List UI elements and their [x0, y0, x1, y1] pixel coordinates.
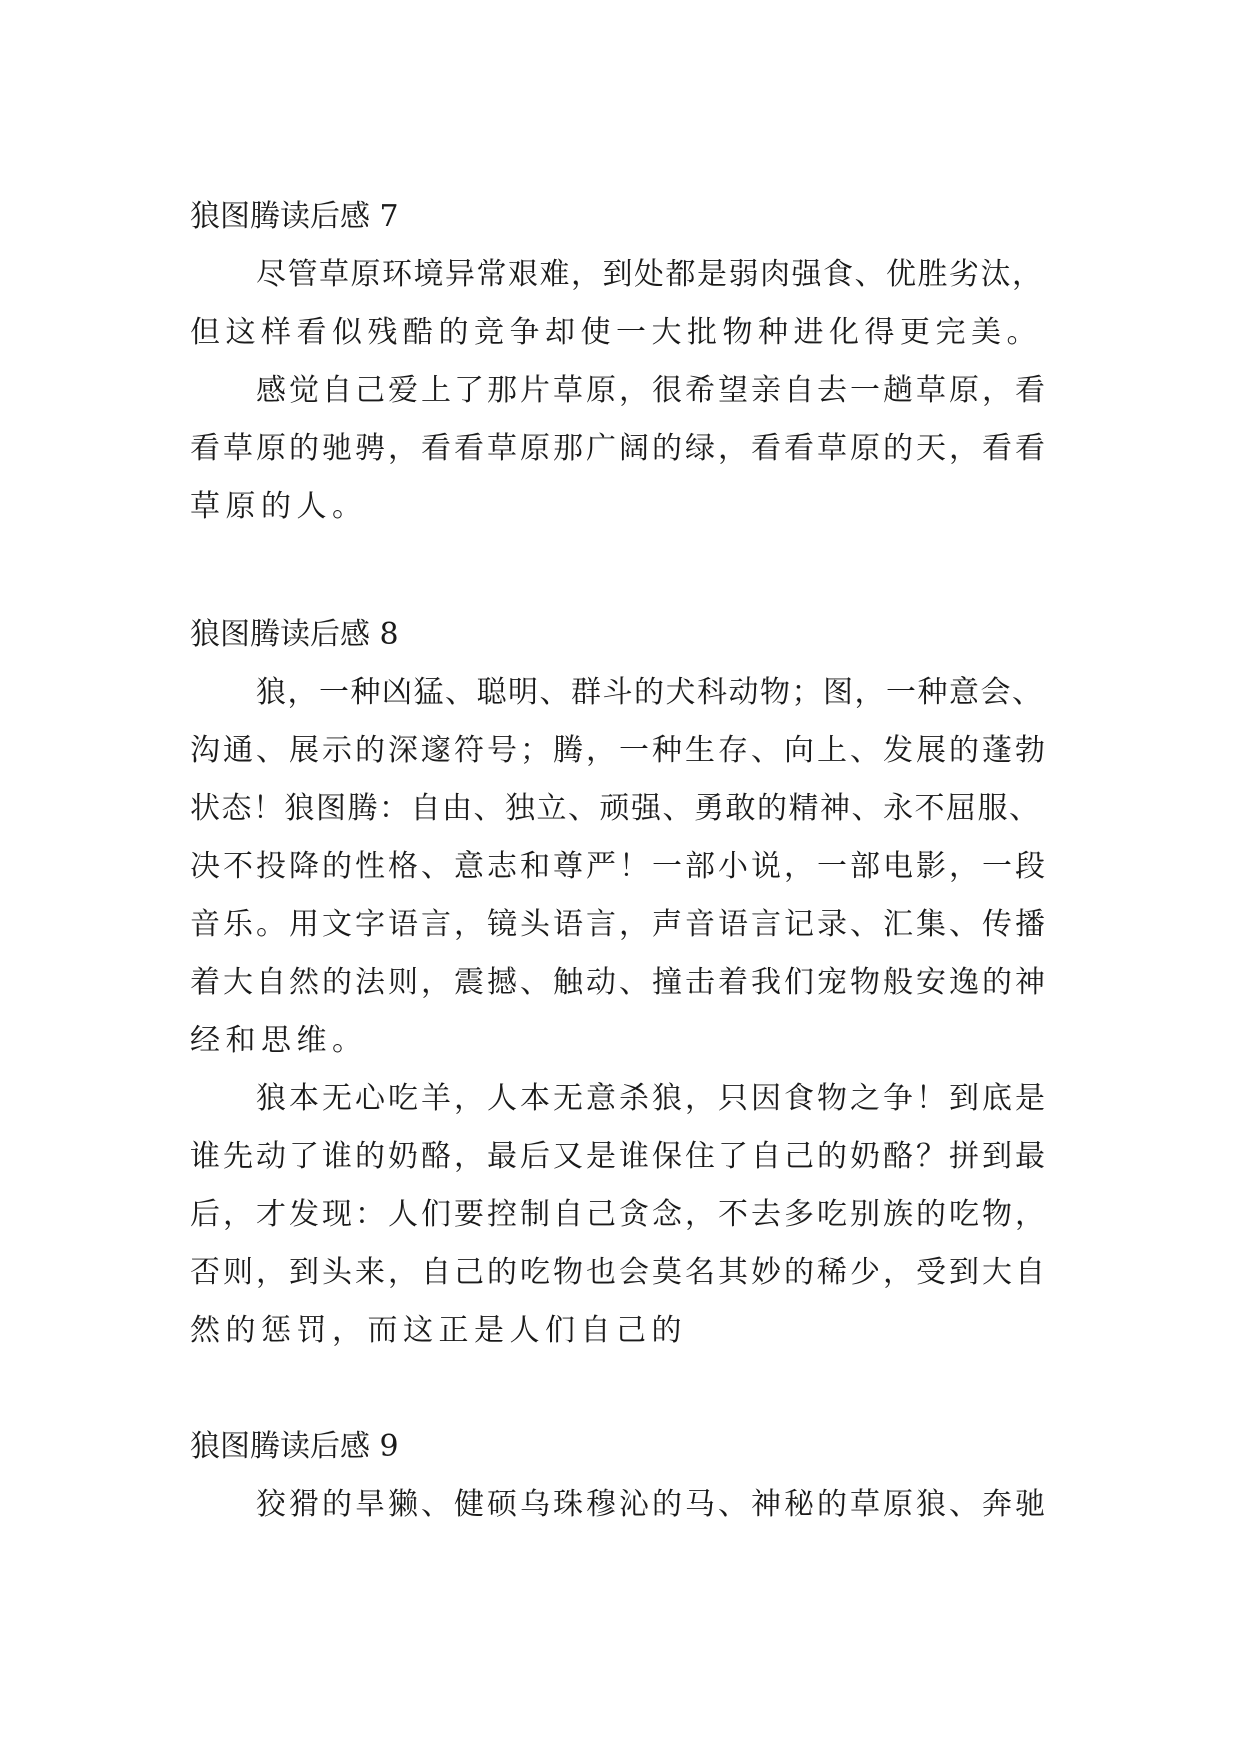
text-line: 音乐。用文字语言，镜头语言，声音语言记录、汇集、传播: [190, 907, 1048, 942]
text-line: 谁先动了谁的奶酪，最后又是谁保住了自己的奶酪？拼到最: [190, 1139, 1048, 1174]
essay-section-8: [190, 606, 1050, 1360]
text-line: 但这样看似残酷的竞争却使一大批物种进化得更完美。: [190, 315, 1042, 350]
section-title: 狼图腾读后感 9: [190, 1429, 399, 1464]
text-line: 草原的人。: [190, 489, 368, 524]
section-title: 狼图腾读后感 7: [190, 199, 399, 234]
text-line: 看草原的驰骋，看看草原那广阔的绿，看看草原的天，看看: [190, 431, 1048, 466]
text-line: 狼本无心吃羊，人本无意杀狼，只因食物之争！到底是: [256, 1081, 1048, 1116]
text-line: 感觉自己爱上了那片草原，很希望亲自去一趟草原，看: [256, 373, 1048, 408]
text-line: 决不投降的性格、意志和尊严！一部小说，一部电影，一段: [190, 849, 1048, 884]
text-line: 沟通、展示的深邃符号；腾，一种生存、向上、发展的蓬勃: [190, 733, 1048, 768]
text-line: 狡猾的旱獭、健硕乌珠穆沁的马、神秘的草原狼、奔驰: [256, 1487, 1048, 1522]
section-title: 狼图腾读后感 8: [190, 617, 399, 652]
paragraph: [190, 1070, 1050, 1360]
text-line: 否则，到头来，自己的吃物也会莫名其妙的稀少，受到大自: [190, 1255, 1048, 1290]
text-line: 然的惩罚，而这正是人们自己的: [190, 1313, 687, 1348]
paragraph: [190, 362, 1050, 536]
essay-section-7: [190, 188, 1050, 536]
paragraph: [190, 664, 1050, 1070]
text-line: 后，才发现：人们要控制自己贪念，不去多吃别族的吃物，: [190, 1197, 1048, 1232]
paragraph: [190, 1476, 1050, 1534]
text-line: 状态！狼图腾：自由、独立、顽强、勇敢的精神、永不屈服、: [190, 791, 1041, 826]
text-line: 经和思维。: [190, 1023, 368, 1058]
text-line: 尽管草原环境异常艰难，到处都是弱肉强食、优胜劣汰，: [256, 257, 1044, 292]
text-line: 着大自然的法则，震撼、触动、撞击着我们宠物般安逸的神: [190, 965, 1048, 1000]
text-line: 狼，一种凶猛、聪明、群斗的犬科动物；图，一种意会、: [256, 675, 1044, 710]
essay-section-9: [190, 1418, 1050, 1534]
paragraph: [190, 246, 1050, 362]
